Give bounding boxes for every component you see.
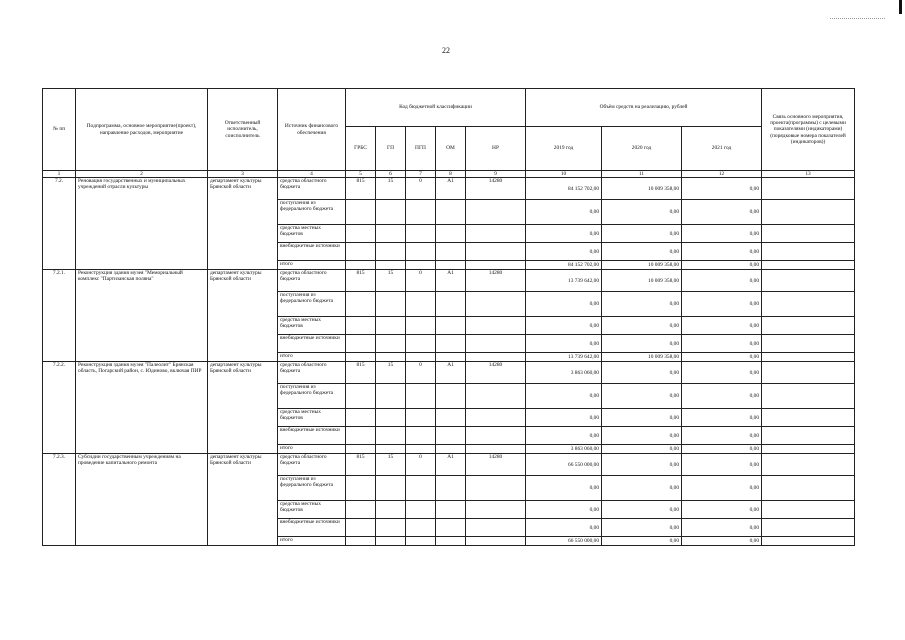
value-2019: 3 863 060,00 bbox=[526, 445, 602, 454]
budget-code: А1 bbox=[436, 270, 466, 292]
budget-code bbox=[466, 243, 526, 261]
indicator-link bbox=[762, 476, 855, 501]
header-gp: ГП bbox=[376, 127, 406, 171]
budget-code bbox=[406, 519, 436, 537]
value-2019: 0,00 bbox=[526, 225, 602, 243]
funding-source: средства областного бюджета bbox=[278, 454, 346, 476]
budget-code bbox=[346, 445, 376, 454]
budget-code bbox=[436, 292, 466, 317]
budget-code bbox=[466, 519, 526, 537]
budget-code bbox=[436, 200, 466, 225]
value-2021: 0,00 bbox=[682, 292, 762, 317]
indicator-link bbox=[762, 200, 855, 225]
budget-code bbox=[406, 200, 436, 225]
value-2020: 10 009 358,00 bbox=[602, 261, 682, 270]
budget-code bbox=[406, 537, 436, 546]
budget-code bbox=[436, 225, 466, 243]
value-2021: 0,00 bbox=[682, 537, 762, 546]
column-number: 11 bbox=[602, 171, 682, 178]
value-2021: 0,00 bbox=[682, 454, 762, 476]
value-2021: 0,00 bbox=[682, 427, 762, 445]
value-2020: 0,00 bbox=[602, 384, 682, 409]
header-nr: НР bbox=[466, 127, 526, 171]
column-number: 10 bbox=[526, 171, 602, 178]
budget-code: 815 bbox=[346, 270, 376, 292]
value-2021: 0,00 bbox=[682, 501, 762, 519]
table-row bbox=[43, 362, 855, 384]
value-2020: 0,00 bbox=[602, 200, 682, 225]
value-2020: 10 009 358,00 bbox=[602, 353, 682, 362]
value-2021: 0,00 bbox=[682, 317, 762, 335]
budget-code bbox=[376, 353, 406, 362]
budget-code bbox=[406, 243, 436, 261]
value-2021: 0,00 bbox=[682, 384, 762, 409]
funding-source: внебюджетные источники bbox=[278, 243, 346, 261]
value-2019: 0,00 bbox=[526, 292, 602, 317]
value-2021: 0,00 bbox=[682, 243, 762, 261]
funding-source: средства областного бюджета bbox=[278, 178, 346, 200]
value-2019: 0,00 bbox=[526, 501, 602, 519]
funding-source: итого bbox=[278, 261, 346, 270]
budget-code: 0 bbox=[406, 362, 436, 384]
budget-code bbox=[436, 353, 466, 362]
budget-code: 815 bbox=[346, 178, 376, 200]
value-2019: 0,00 bbox=[526, 335, 602, 353]
column-number: 4 bbox=[278, 171, 346, 178]
budget-code: 15 bbox=[376, 270, 406, 292]
column-number: 6 bbox=[376, 171, 406, 178]
budget-code bbox=[466, 292, 526, 317]
value-2020: 0,00 bbox=[602, 476, 682, 501]
budget-code bbox=[346, 519, 376, 537]
value-2021: 0,00 bbox=[682, 353, 762, 362]
budget-code: А1 bbox=[436, 178, 466, 200]
table-row bbox=[43, 270, 855, 292]
value-2019: 84 152 702,00 bbox=[526, 261, 602, 270]
value-2019: 66 550 000,00 bbox=[526, 537, 602, 546]
budget-code bbox=[436, 243, 466, 261]
scan-dots bbox=[830, 18, 885, 19]
budget-code bbox=[346, 292, 376, 317]
budget-code bbox=[436, 519, 466, 537]
budget-code bbox=[436, 537, 466, 546]
budget-code: 15 bbox=[376, 178, 406, 200]
value-2021: 0,00 bbox=[682, 178, 762, 200]
measure-name: Реконструкция здания музея "Мемориальный комплекс "Партизанская поляна" bbox=[76, 270, 208, 362]
header-grbs: ГРБС bbox=[346, 127, 376, 171]
funding-source: средства местных бюджетов bbox=[278, 501, 346, 519]
scan-edge-mark bbox=[899, 0, 902, 14]
budget-code bbox=[346, 200, 376, 225]
column-number: 12 bbox=[682, 171, 762, 178]
header-source: Источник финансового обеспечения bbox=[278, 89, 346, 171]
column-number: 5 bbox=[346, 171, 376, 178]
budget-code: 15 bbox=[376, 362, 406, 384]
value-2021: 0,00 bbox=[682, 362, 762, 384]
budget-code bbox=[466, 225, 526, 243]
budget-code bbox=[466, 261, 526, 270]
indicator-link bbox=[762, 427, 855, 445]
funding-source: итого bbox=[278, 445, 346, 454]
value-2021: 0,00 bbox=[682, 200, 762, 225]
budget-code bbox=[346, 537, 376, 546]
budget-code bbox=[376, 384, 406, 409]
value-2019: 0,00 bbox=[526, 409, 602, 427]
value-2019: 13 739 642,00 bbox=[526, 353, 602, 362]
header-name: Подпрограмма, основное мероприятие(проект), направление расходов, мероприятие bbox=[76, 89, 208, 171]
budget-code bbox=[376, 243, 406, 261]
value-2020: 0,00 bbox=[602, 292, 682, 317]
value-2020: 0,00 bbox=[602, 501, 682, 519]
indicator-link bbox=[762, 384, 855, 409]
budget-code bbox=[436, 317, 466, 335]
budget-code: 15 bbox=[376, 454, 406, 476]
budget-code: 0 bbox=[406, 454, 436, 476]
header-num: № пп bbox=[43, 89, 76, 171]
value-2020: 0,00 bbox=[602, 243, 682, 261]
budget-code bbox=[406, 427, 436, 445]
budget-code bbox=[376, 317, 406, 335]
column-number: 8 bbox=[436, 171, 466, 178]
budget-code bbox=[436, 384, 466, 409]
indicator-link bbox=[762, 335, 855, 353]
budget-code: 14280 bbox=[466, 270, 526, 292]
funding-source: внебюджетные источники bbox=[278, 427, 346, 445]
budget-code: 14280 bbox=[466, 454, 526, 476]
column-number: 1 bbox=[43, 171, 76, 178]
value-2020: 10 009 358,00 bbox=[602, 270, 682, 292]
budget-code bbox=[436, 476, 466, 501]
budget-code bbox=[466, 317, 526, 335]
budget-code bbox=[346, 335, 376, 353]
row-number: 7.2.2. bbox=[43, 362, 76, 454]
value-2019: 0,00 bbox=[526, 519, 602, 537]
value-2021: 0,00 bbox=[682, 225, 762, 243]
value-2020: 0,00 bbox=[602, 225, 682, 243]
header-volume: Объём средств на реализацию, рублей bbox=[526, 89, 762, 127]
value-2021: 0,00 bbox=[682, 335, 762, 353]
budget-code bbox=[376, 261, 406, 270]
budget-code: 0 bbox=[406, 178, 436, 200]
header-2019: 2019 год bbox=[526, 127, 602, 171]
budget-code bbox=[376, 200, 406, 225]
column-numbers-row bbox=[43, 171, 855, 178]
budget-code bbox=[406, 292, 436, 317]
funding-source: средства местных бюджетов bbox=[278, 317, 346, 335]
value-2019: 0,00 bbox=[526, 476, 602, 501]
budget-code bbox=[466, 353, 526, 362]
value-2021: 0,00 bbox=[682, 445, 762, 454]
budget-code: 0 bbox=[406, 270, 436, 292]
value-2020: 0,00 bbox=[602, 519, 682, 537]
executor: департамент культуры Брянской области bbox=[208, 178, 278, 270]
budget-code bbox=[376, 476, 406, 501]
budget-code: 815 bbox=[346, 362, 376, 384]
budget-code bbox=[436, 445, 466, 454]
funding-source: внебюджетные источники bbox=[278, 335, 346, 353]
funding-source: поступления из федерального бюджета bbox=[278, 476, 346, 501]
value-2020: 0,00 bbox=[602, 537, 682, 546]
budget-code bbox=[406, 317, 436, 335]
budget-code bbox=[406, 501, 436, 519]
indicator-link bbox=[762, 261, 855, 270]
measure-name: Субсидии государственным учреждениям на проведение капитального ремонта bbox=[76, 454, 208, 546]
measure-name: Реновация государственных и муниципальных учреждений отрасли культуры bbox=[76, 178, 208, 270]
budget-code bbox=[376, 501, 406, 519]
header-executor: Ответственный исполнитель, соисполнитель bbox=[208, 89, 278, 171]
row-number: 7.2.3. bbox=[43, 454, 76, 546]
header-pgp: ПГП bbox=[406, 127, 436, 171]
indicator-link bbox=[762, 243, 855, 261]
value-2021: 0,00 bbox=[682, 519, 762, 537]
header-2021: 2021 год bbox=[682, 127, 762, 171]
indicator-link bbox=[762, 445, 855, 454]
budget-code bbox=[346, 409, 376, 427]
value-2019: 3 863 060,00 bbox=[526, 362, 602, 384]
budget-code bbox=[436, 409, 466, 427]
budget-code bbox=[466, 384, 526, 409]
budget-code bbox=[346, 317, 376, 335]
budget-code: 14280 bbox=[466, 362, 526, 384]
funding-source: средства областного бюджета bbox=[278, 270, 346, 292]
page-number: 22 bbox=[442, 46, 450, 55]
budget-code bbox=[376, 537, 406, 546]
executor: департамент культуры Брянской области bbox=[208, 270, 278, 362]
header-2020: 2020 год bbox=[602, 127, 682, 171]
budget-code bbox=[346, 243, 376, 261]
budget-code bbox=[346, 384, 376, 409]
budget-code bbox=[436, 335, 466, 353]
value-2021: 0,00 bbox=[682, 476, 762, 501]
value-2020: 10 009 358,00 bbox=[602, 178, 682, 200]
value-2019: 0,00 bbox=[526, 243, 602, 261]
funding-source: средства местных бюджетов bbox=[278, 409, 346, 427]
budget-code bbox=[406, 476, 436, 501]
column-number: 3 bbox=[208, 171, 278, 178]
indicator-link bbox=[762, 519, 855, 537]
column-number: 2 bbox=[76, 171, 208, 178]
column-number: 7 bbox=[406, 171, 436, 178]
budget-code bbox=[346, 476, 376, 501]
value-2019: 0,00 bbox=[526, 317, 602, 335]
budget-code bbox=[376, 225, 406, 243]
budget-code bbox=[466, 427, 526, 445]
value-2019: 0,00 bbox=[526, 200, 602, 225]
value-2019: 66 550 000,00 bbox=[526, 454, 602, 476]
budget-code bbox=[406, 445, 436, 454]
budget-code bbox=[466, 200, 526, 225]
value-2020: 0,00 bbox=[602, 409, 682, 427]
value-2020: 0,00 bbox=[602, 362, 682, 384]
budget-code bbox=[406, 409, 436, 427]
header-kbk: Код бюджетной классификации bbox=[346, 89, 526, 127]
row-number: 7.2. bbox=[43, 178, 76, 270]
indicator-link bbox=[762, 454, 855, 476]
budget-code: А1 bbox=[436, 362, 466, 384]
table-row bbox=[43, 454, 855, 476]
indicator-link bbox=[762, 353, 855, 362]
budget-code bbox=[406, 225, 436, 243]
budget-code bbox=[376, 335, 406, 353]
budget-table bbox=[42, 88, 855, 546]
budget-code bbox=[466, 501, 526, 519]
funding-source: итого bbox=[278, 537, 346, 546]
funding-source: внебюджетные источники bbox=[278, 519, 346, 537]
value-2020: 0,00 bbox=[602, 445, 682, 454]
budget-code bbox=[346, 353, 376, 362]
value-2020: 0,00 bbox=[602, 427, 682, 445]
value-2021: 0,00 bbox=[682, 270, 762, 292]
executor: департамент культуры Брянской области bbox=[208, 362, 278, 454]
budget-code bbox=[466, 335, 526, 353]
indicator-link bbox=[762, 409, 855, 427]
funding-source: средства областного бюджета bbox=[278, 362, 346, 384]
value-2020: 0,00 bbox=[602, 335, 682, 353]
budget-code bbox=[346, 501, 376, 519]
funding-source: поступления из федерального бюджета bbox=[278, 200, 346, 225]
indicator-link bbox=[762, 178, 855, 200]
funding-source: средства местных бюджетов bbox=[278, 225, 346, 243]
budget-code bbox=[406, 261, 436, 270]
indicator-link bbox=[762, 537, 855, 546]
budget-code bbox=[346, 261, 376, 270]
indicator-link bbox=[762, 292, 855, 317]
measure-name: Реконструкция здания музея "Палеолит" Брянская область, Погарский район, с. Юдиново, включая ПИР bbox=[76, 362, 208, 454]
value-2019: 0,00 bbox=[526, 427, 602, 445]
value-2019: 84 152 702,00 bbox=[526, 178, 602, 200]
budget-code bbox=[436, 261, 466, 270]
indicator-link bbox=[762, 501, 855, 519]
budget-code bbox=[376, 409, 406, 427]
funding-source: поступления из федерального бюджета bbox=[278, 384, 346, 409]
value-2019: 13 739 642,00 bbox=[526, 270, 602, 292]
budget-code bbox=[436, 427, 466, 445]
budget-code bbox=[376, 445, 406, 454]
table-body bbox=[43, 171, 855, 546]
budget-code bbox=[376, 427, 406, 445]
indicator-link bbox=[762, 317, 855, 335]
value-2020: 0,00 bbox=[602, 454, 682, 476]
budget-code: 14280 bbox=[466, 178, 526, 200]
indicator-link bbox=[762, 270, 855, 292]
budget-code bbox=[466, 537, 526, 546]
budget-code bbox=[346, 225, 376, 243]
value-2021: 0,00 bbox=[682, 261, 762, 270]
budget-code bbox=[406, 335, 436, 353]
funding-source: поступления из федерального бюджета bbox=[278, 292, 346, 317]
budget-code bbox=[466, 476, 526, 501]
column-number: 9 bbox=[466, 171, 526, 178]
budget-code bbox=[466, 409, 526, 427]
budget-code: 815 bbox=[346, 454, 376, 476]
executor: департамент культуры Брянской области bbox=[208, 454, 278, 546]
header-om: ОМ bbox=[436, 127, 466, 171]
budget-code bbox=[346, 427, 376, 445]
column-number: 13 bbox=[762, 171, 855, 178]
value-2021: 0,00 bbox=[682, 409, 762, 427]
budget-code bbox=[376, 292, 406, 317]
budget-code bbox=[436, 501, 466, 519]
budget-code bbox=[376, 519, 406, 537]
value-2019: 0,00 bbox=[526, 384, 602, 409]
budget-code bbox=[466, 445, 526, 454]
indicator-link bbox=[762, 225, 855, 243]
row-number: 7.2.1. bbox=[43, 270, 76, 362]
header-link: Связь основного мероприятия, проекта(программы) с целевыми показателями (индикаторами) (порядковые номера показателей (индикаторов)) bbox=[762, 89, 855, 171]
budget-code bbox=[406, 353, 436, 362]
budget-code bbox=[406, 384, 436, 409]
value-2020: 0,00 bbox=[602, 317, 682, 335]
table-row bbox=[43, 178, 855, 200]
funding-source: итого bbox=[278, 353, 346, 362]
budget-code: А1 bbox=[436, 454, 466, 476]
indicator-link bbox=[762, 362, 855, 384]
